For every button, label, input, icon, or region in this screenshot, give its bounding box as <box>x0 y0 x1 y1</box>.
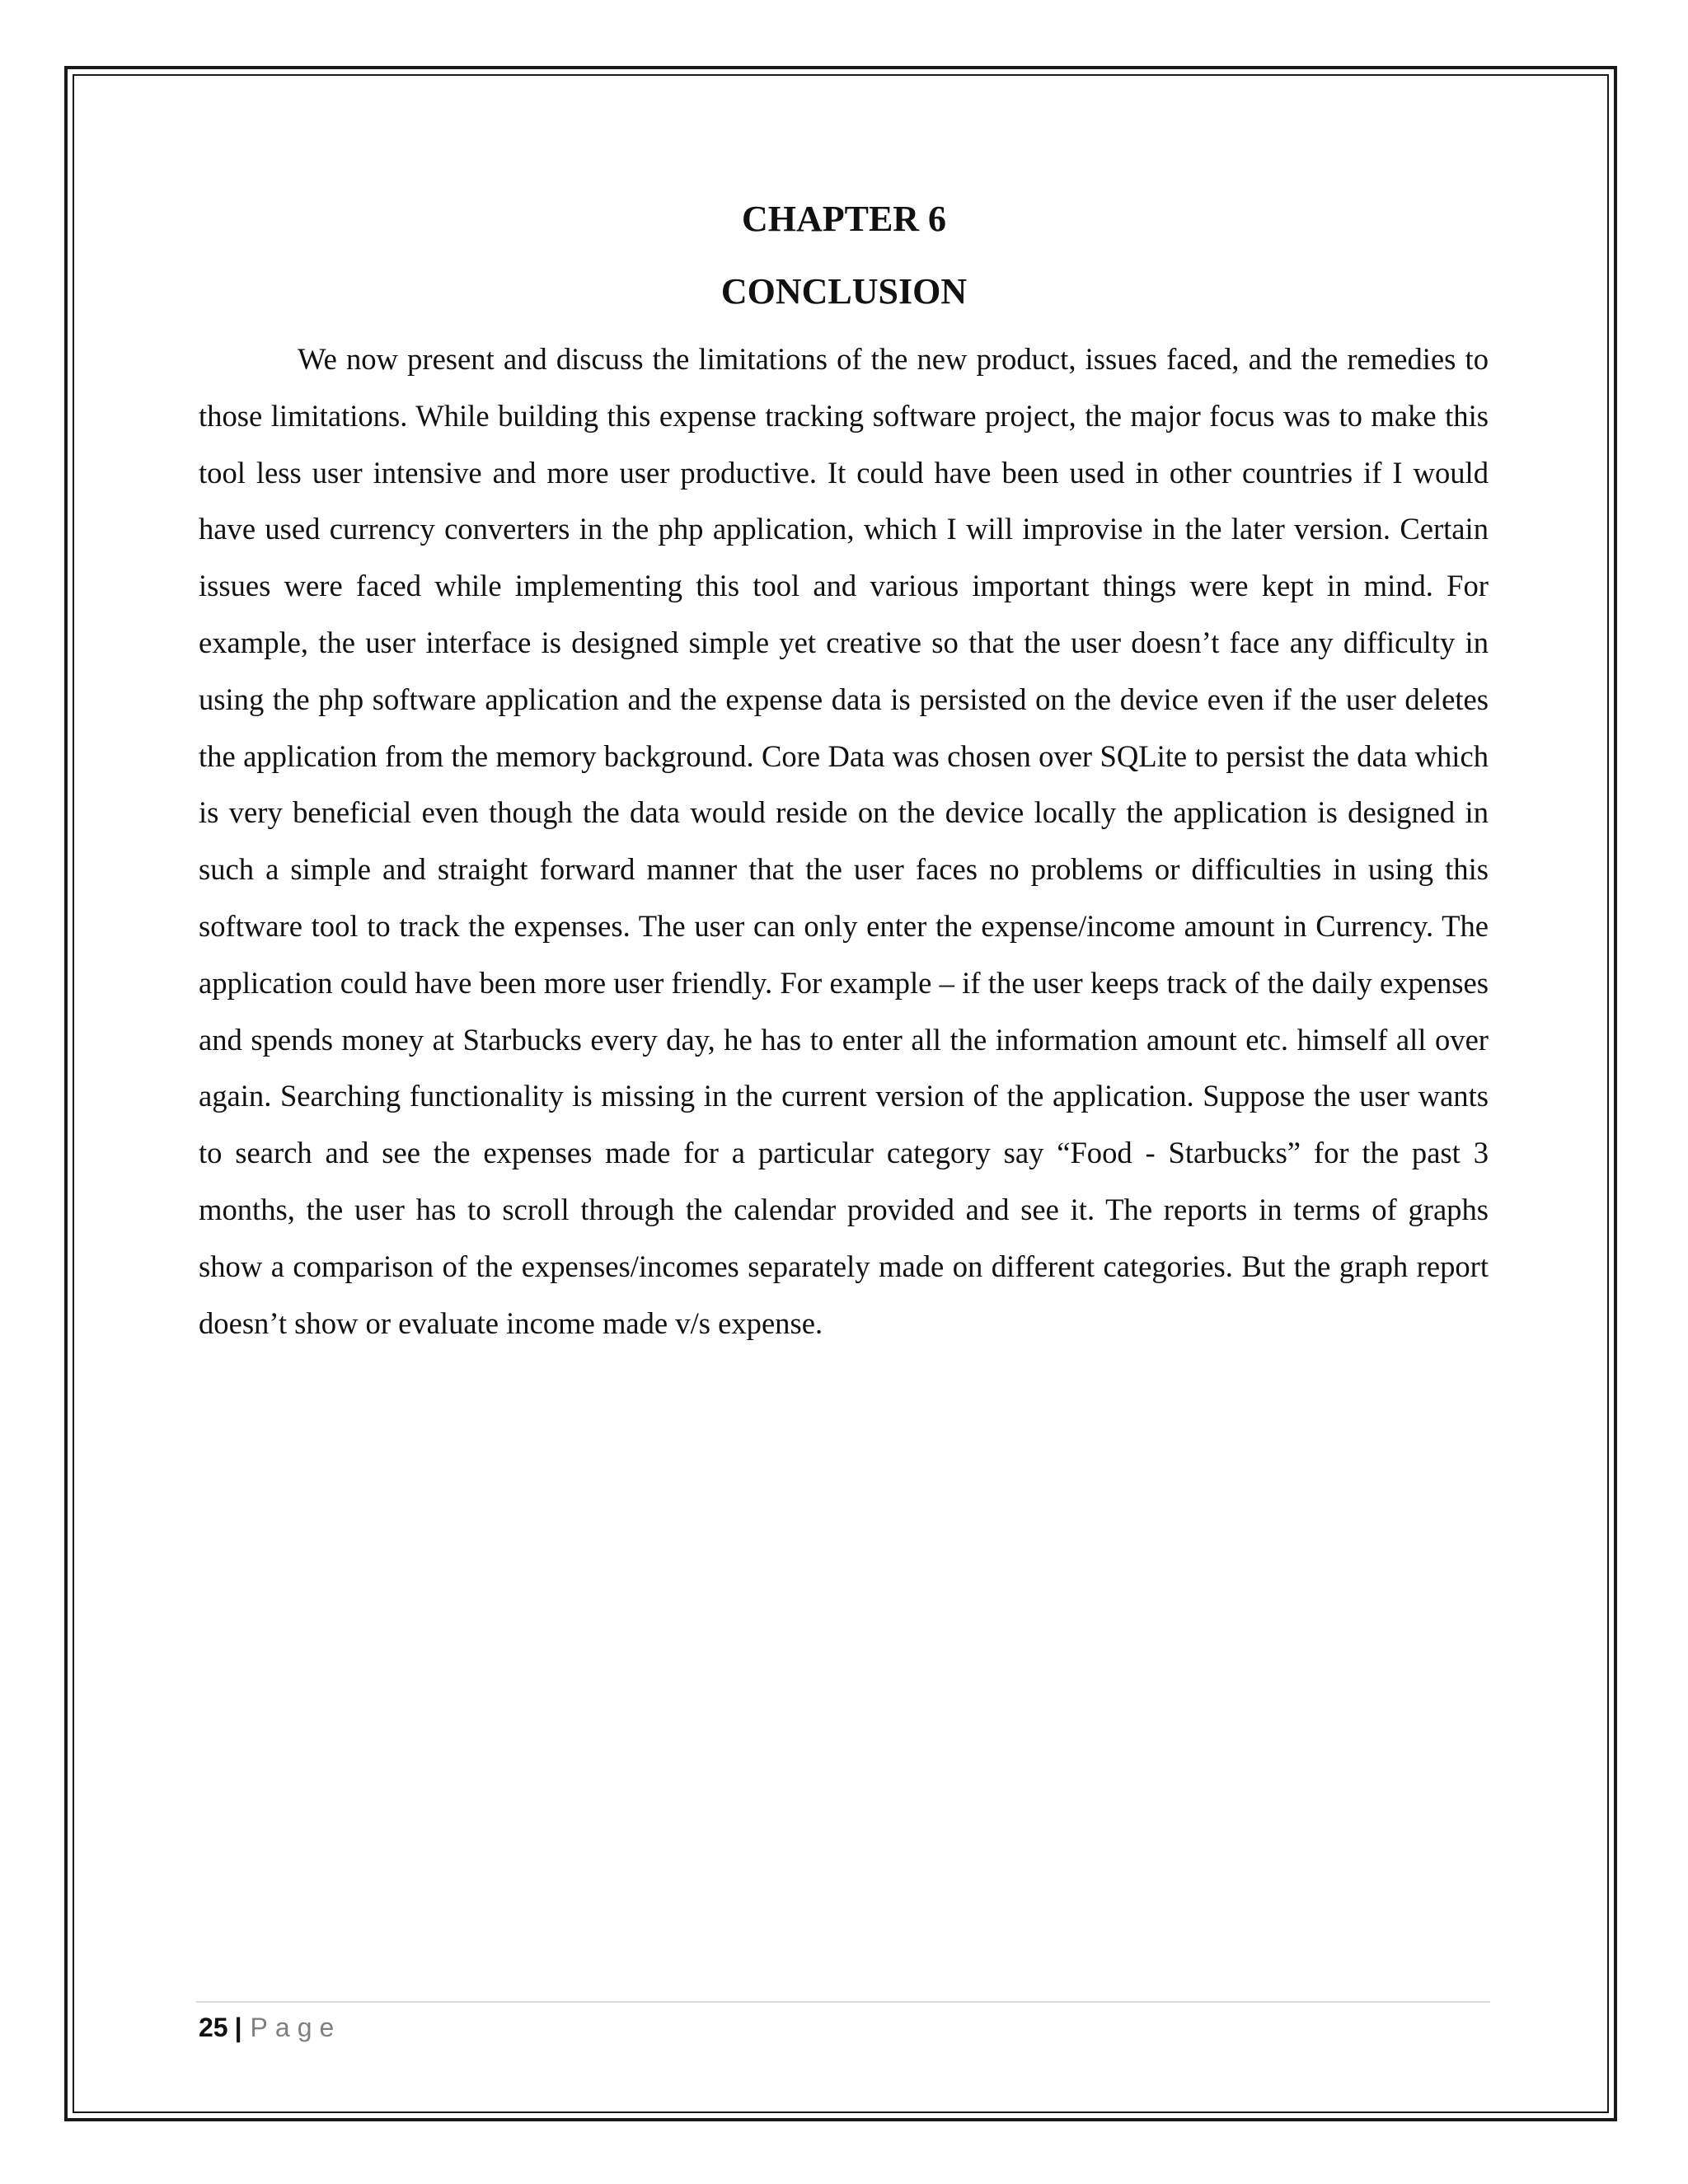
page-number: 25 <box>199 2013 228 2042</box>
chapter-title: CONCLUSION <box>720 271 968 312</box>
footer-separator: | <box>234 2013 242 2042</box>
footer-divider <box>196 2001 1490 2003</box>
page-footer <box>199 2008 341 2047</box>
chapter-number: CHAPTER 6 <box>741 199 947 239</box>
body-paragraph: We now present and discuss the limitations of the new product, issues faced, and the remedies to those limitations. While building this expense tracking software project, the major focus was to make this tool less user intensive and more user productive. It could have been used in other countries if I would have used currency converters in the php application, which I will improvise in the later version. Certain issues were faced while implementing this tool and various important things were kept in mind. For example, the user interface is designed simple yet creative so that the user doesn’t face any difficulty in using the php software application and the expense data is persisted on the device even if the user deletes the application from the memory background. Core Data was chosen over SQLite to persist the data which is very beneficial even though the data would reside on the device locally the application is designed in such a simple and straight forward manner that the user faces no problems or difficulties in using this software tool to track the expenses. The user can only enter the expense/income amount in Currency. The application could have been more user friendly. For example – if the user keeps track of the daily expenses and spends money at Starbucks every day, he has to enter all the information amount etc. himself all over again. Searching functionality is missing in the current version of the application. Suppose the user wants to search and see the expenses made for a particular category say “Food - Starbucks” for the past 3 months, the user has to scroll through the calendar provided and see it. The reports in terms of graphs show a comparison of the expenses/incomes separately made on different categories. But the graph report doesn’t show or evaluate income made v/s expense. <box>199 342 1489 1340</box>
page-label: Page <box>250 2013 342 2042</box>
